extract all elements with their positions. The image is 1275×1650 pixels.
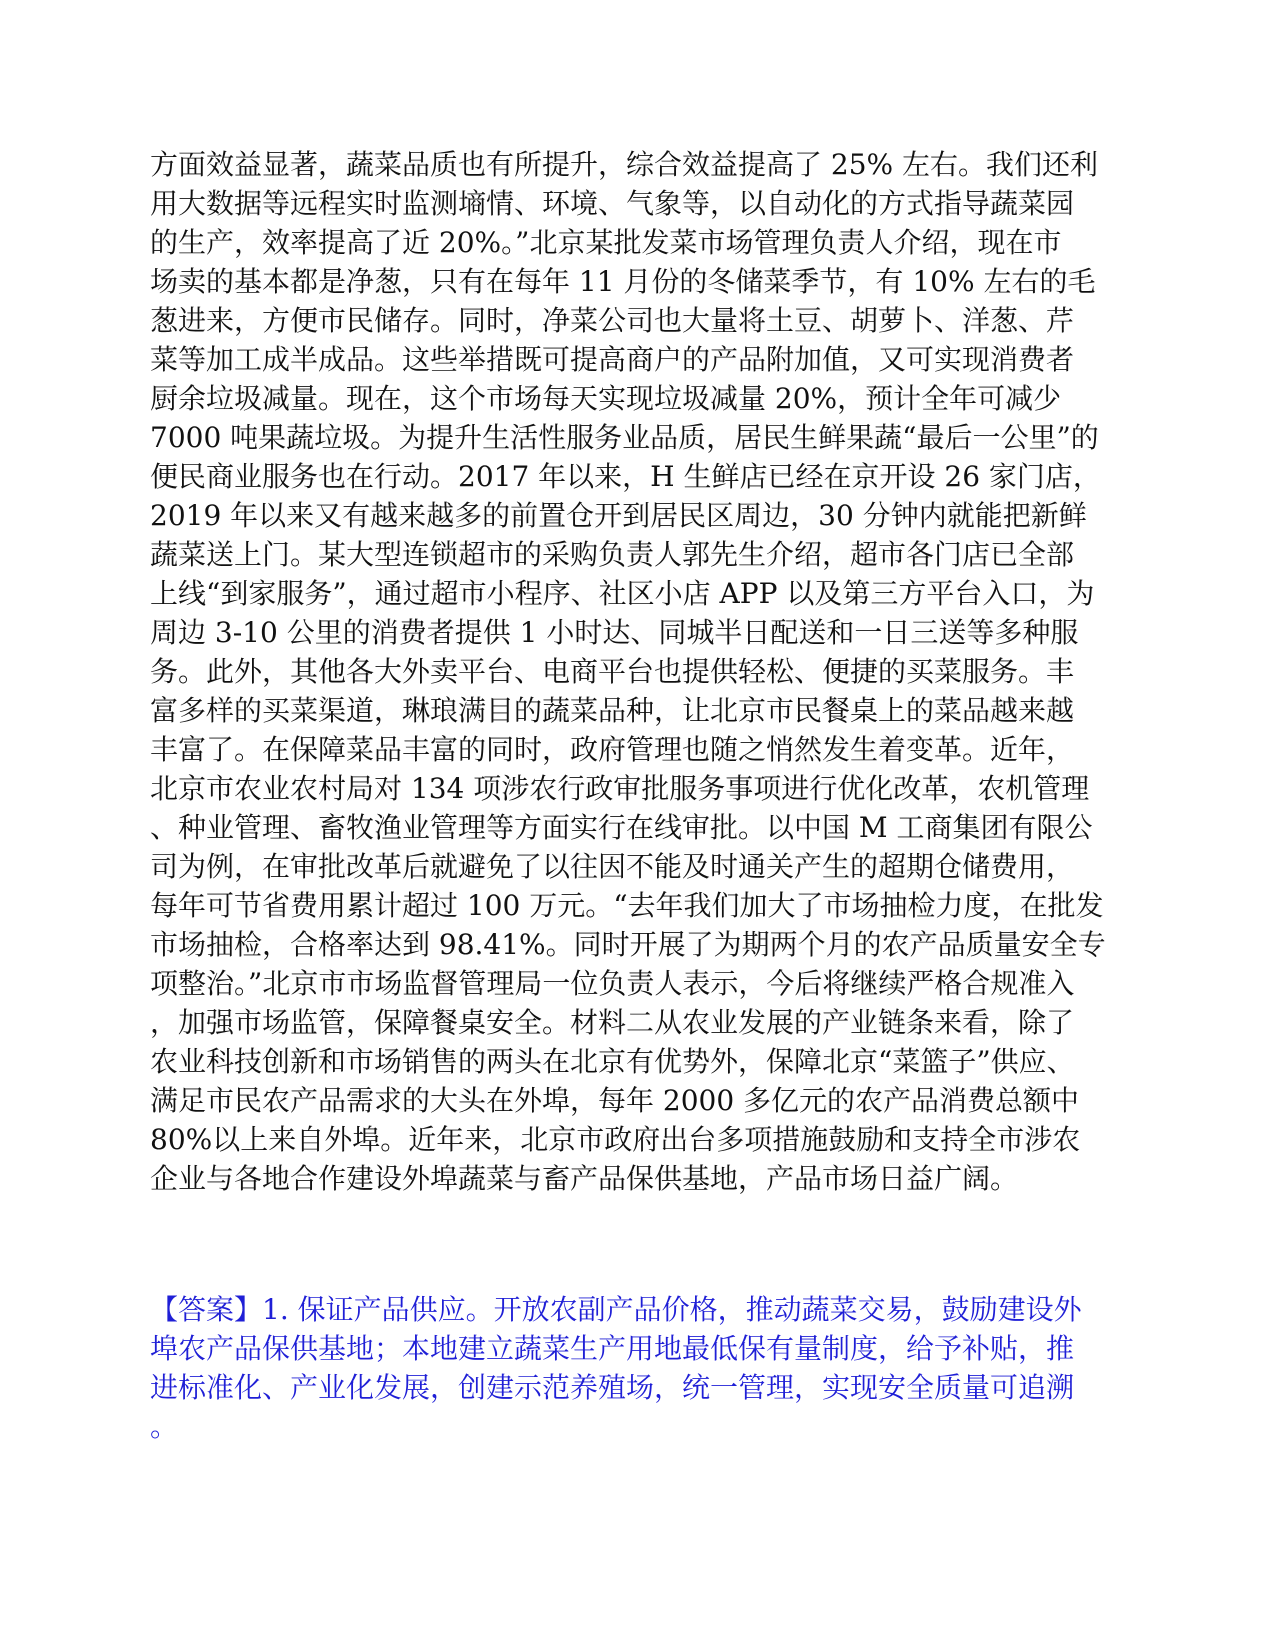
body-line: 上线“到家服务”，通过超市小程序、社区小店 APP 以及第三方平台入口，为 <box>150 577 1095 610</box>
body-line: 厨余垃圾减量。现在，这个市场每天实现垃圾减量 20%，预计全年可减少 <box>150 382 1062 415</box>
answer-line: 。 <box>150 1410 179 1443</box>
body-line: 市场抽检，合格率达到 98.41%。同时开展了为期两个月的农产品质量安全专 <box>150 928 1106 961</box>
body-line: 项整治。”北京市市场监督管理局一位负责人表示，今后将继续严格合规准入 <box>150 967 1075 1000</box>
body-line: 菜等加工成半成品。这些举措既可提高商户的产品附加值，又可实现消费者 <box>150 343 1075 376</box>
body-line: 的生产，效率提高了近 20%。”北京某批发菜市场管理负责人介绍，现在市 <box>150 226 1062 259</box>
body-line: 7000 吨果蔬垃圾。为提升生活性服务业品质，居民生鲜果蔬“最后一公里”的 <box>150 421 1099 454</box>
body-line: 丰富了。在保障菜品丰富的同时，政府管理也随之悄然发生着变革。近年， <box>150 733 1075 766</box>
body-line: 周边 3-10 公里的消费者提供 1 小时达、同城半日配送和一日三送等多种服 <box>150 616 1079 649</box>
body-line: 、种业管理、畜牧渔业管理等方面实行在线审批。以中国 M 工商集团有限公 <box>150 811 1093 844</box>
answer-line: 进标准化、产业化发展，创建示范养殖场，统一管理，实现安全质量可追溯 <box>150 1371 1075 1404</box>
body-line: 企业与各地合作建设外埠蔬菜与畜产品保供基地，产品市场日益广阔。 <box>150 1162 1019 1195</box>
body-line: 80%以上来自外埠。近年来，北京市政府出台多项措施鼓励和支持全市涉农 <box>150 1123 1081 1156</box>
body-line: 2019 年以来又有越来越多的前置仓开到居民区周边，30 分钟内就能把新鲜 <box>150 499 1087 532</box>
body-line: 务。此外，其他各大外卖平台、电商平台也提供轻松、便捷的买菜服务。丰 <box>150 655 1075 688</box>
body-line: 葱进来，方便市民储存。同时，净菜公司也大量将土豆、胡萝卜、洋葱、芹 <box>150 304 1075 337</box>
body-line: 场卖的基本都是净葱，只有在每年 11 月份的冬储菜季节，有 10% 左右的毛 <box>150 265 1096 298</box>
body-line: 方面效益显著，蔬菜品质也有所提升，综合效益提高了 25% 左右。我们还利 <box>150 148 1099 181</box>
body-paragraph <box>150 145 1125 1198</box>
body-line: 富多样的买菜渠道，琳琅满目的蔬菜品种，让北京市民餐桌上的菜品越来越 <box>150 694 1075 727</box>
answer-block <box>150 1290 1125 1446</box>
answer-line: 埠农产品保供基地；本地建立蔬菜生产用地最低保有量制度，给予补贴，推 <box>150 1332 1075 1365</box>
body-line: 满足市民农产品需求的大头在外埠，每年 2000 多亿元的农产品消费总额中 <box>150 1084 1080 1117</box>
body-line: ，加强市场监管，保障餐桌安全。材料二从农业发展的产业链条来看，除了 <box>150 1006 1075 1039</box>
body-line: 便民商业服务也在行动。2017 年以来，H 生鲜店已经在京开设 26 家门店， <box>150 460 1101 493</box>
body-line: 用大数据等远程实时监测墒情、环境、气象等，以自动化的方式指导蔬菜园 <box>150 187 1075 220</box>
body-line: 农业科技创新和市场销售的两头在北京有优势外，保障北京“菜篮子”供应、 <box>150 1045 1075 1078</box>
body-line: 司为例，在审批改革后就避免了以往因不能及时通关产生的超期仓储费用， <box>150 850 1075 883</box>
body-line: 每年可节省费用累计超过 100 万元。“去年我们加大了市场抽检力度，在批发 <box>150 889 1104 922</box>
body-line: 北京市农业农村局对 134 项涉农行政审批服务事项进行优化改革，农机管理 <box>150 772 1090 805</box>
body-line: 蔬菜送上门。某大型连锁超市的采购负责人郭先生介绍，超市各门店已全部 <box>150 538 1075 571</box>
answer-line: 【答案】1. 保证产品供应。开放农副产品价格，推动蔬菜交易，鼓励建设外 <box>150 1293 1082 1326</box>
